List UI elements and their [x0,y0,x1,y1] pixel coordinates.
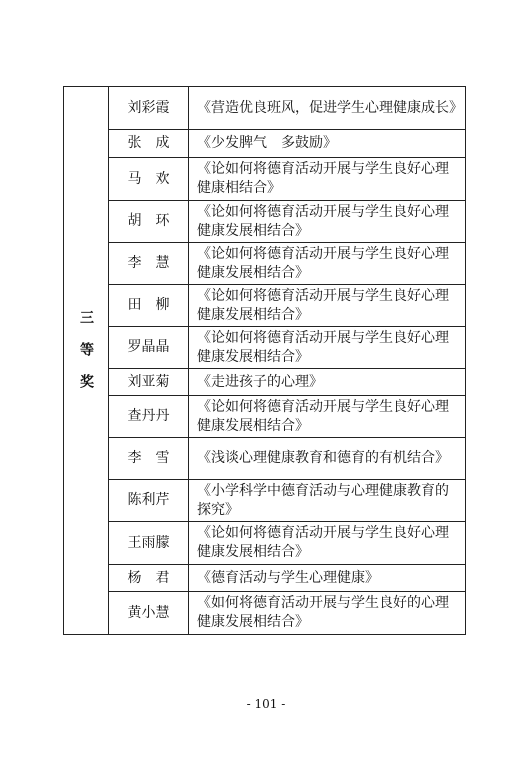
table-row [64,522,466,565]
winner-name: 胡 环 [109,201,189,243]
winner-name: 李 慧 [109,243,189,285]
winner-name: 刘彩霞 [109,87,189,130]
table-row [64,243,466,285]
essay-title: 《浅谈心理健康教育和德育的有机结合》 [189,438,466,480]
table-row [64,565,466,592]
winner-name: 张 成 [109,130,189,158]
table-row [64,158,466,201]
award-table [63,86,466,635]
table-row [64,87,466,130]
essay-title: 《论如何将德育活动开展与学生良好心理健康相结合》 [189,158,466,201]
winner-name: 黄小慧 [109,592,189,635]
table-row [64,592,466,635]
winner-name: 陈利芹 [109,480,189,522]
winner-name: 田 柳 [109,285,189,327]
essay-title: 《走进孩子的心理》 [189,369,466,396]
page-number: - 101 - [246,697,286,711]
essay-title: 《小学科学中德育活动与心理健康教育的探究》 [189,480,466,522]
essay-title: 《少发脾气 多鼓励》 [189,130,466,158]
essay-title: 《论如何将德育活动开展与学生良好心理健康发展相结合》 [189,522,466,565]
essay-title: 《论如何将德育活动开展与学生良好心理健康发展相结合》 [189,201,466,243]
winner-name: 刘亚菊 [109,369,189,396]
award-category-label: 三等奖 [78,309,94,406]
table-row [64,480,466,522]
table-row [64,396,466,438]
winner-name: 罗晶晶 [109,327,189,369]
winner-name: 李 雪 [109,438,189,480]
essay-title: 《如何将德育活动开展与学生良好的心理健康发展相结合》 [189,592,466,635]
essay-title: 《论如何将德育活动开展与学生良好心理健康发展相结合》 [189,327,466,369]
award-category-cell [64,87,109,635]
table-row [64,327,466,369]
winner-name: 王雨朦 [109,522,189,565]
essay-title: 《德育活动与学生心理健康》 [189,565,466,592]
essay-title: 《营造优良班风，促进学生心理健康成长》 [189,87,466,130]
winner-name: 查丹丹 [109,396,189,438]
essay-title: 《论如何将德育活动开展与学生良好心理健康发展相结合》 [189,243,466,285]
table-row [64,201,466,243]
table-row [64,285,466,327]
winner-name: 杨 君 [109,565,189,592]
essay-title: 《论如何将德育活动开展与学生良好心理健康发展相结合》 [189,396,466,438]
table-row [64,369,466,396]
table-row [64,438,466,480]
winner-name: 马 欢 [109,158,189,201]
award-table-body [64,87,466,635]
essay-title: 《论如何将德育活动开展与学生良好心理健康发展相结合》 [189,285,466,327]
table-row [64,130,466,158]
